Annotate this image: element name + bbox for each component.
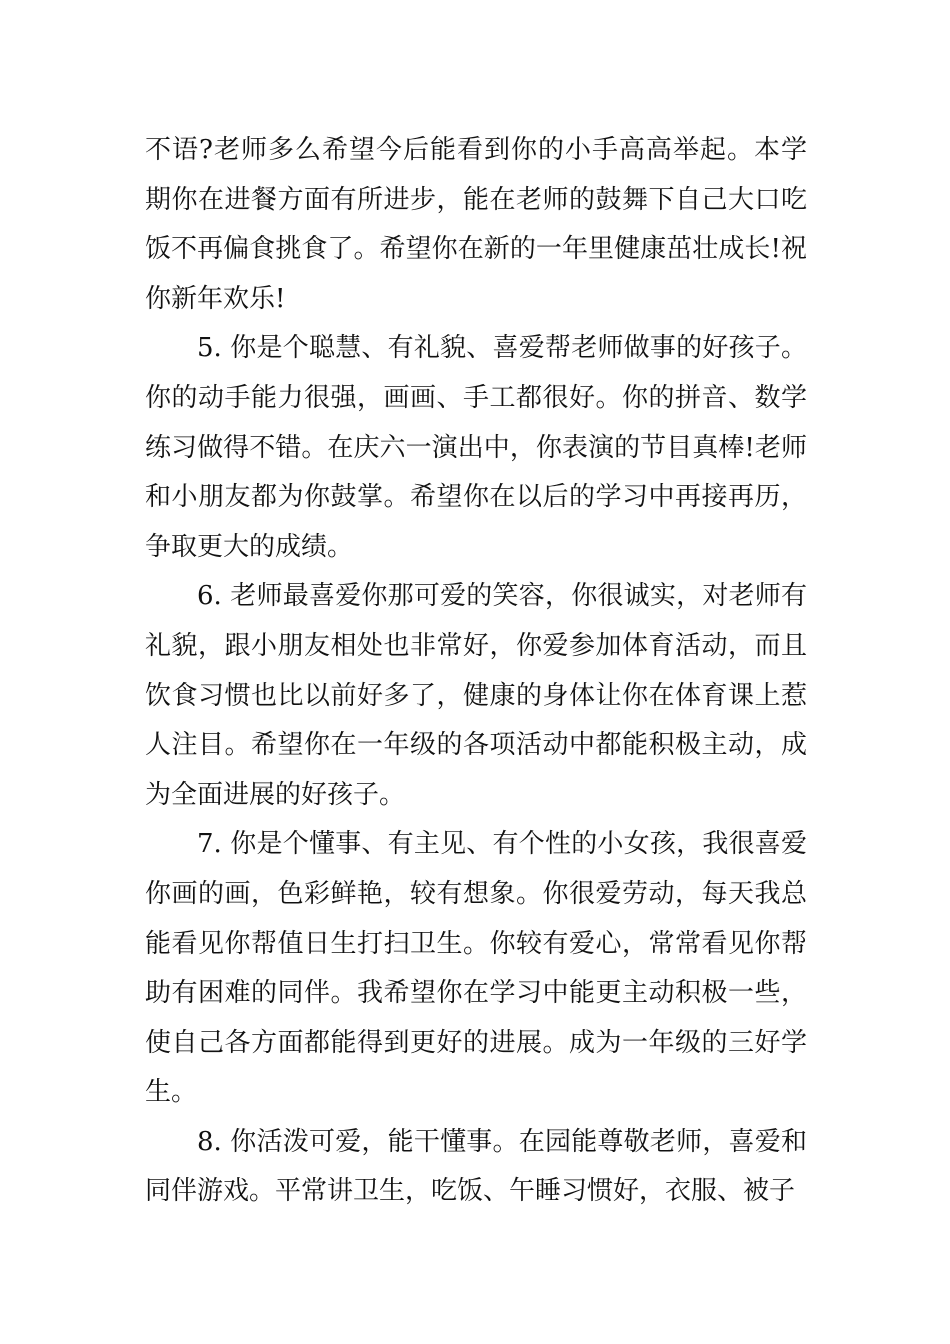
- paragraph-item-5: 5. 你是个聪慧、有礼貌、喜爱帮老师做事的好孩子。你的动手能力很强，画画、手工都很好。你的拼音、数学练习做得不错。在庆六一演出中，你表演的节目真棒!老师和小朋友都为你鼓掌。希望你在以后的学习中再接再历，争取更大的成绩。: [145, 333, 807, 562]
- document-body: [145, 126, 807, 1217]
- paragraph-item-7: 7. 你是个懂事、有主见、有个性的小女孩，我很喜爱你画的画，色彩鲜艳，较有想象。你很爱劳动，每天我总能看见你帮值日生打扫卫生。你较有爱心，常常看见你帮助有困难的同伴。我希望你在学习中能更主动积极一些，使自己各方面都能得到更好的进展。成为一年级的三好学生。: [145, 829, 807, 1108]
- paragraph-item-8: 8. 你活泼可爱，能干懂事。在园能尊敬老师，喜爱和同伴游戏。平常讲卫生，吃饭、午睡习惯好，衣服、被子: [145, 1126, 807, 1207]
- paragraph-item-6: 6. 老师最喜爱你那可爱的笑容，你很诚实，对老师有礼貌，跟小朋友相处也非常好，你爱参加体育活动，而且饮食习惯也比以前好多了，健康的身体让你在体育课上惹人注目。希望你在一年级的各项活动中都能积极主动，成为全面进展的好孩子。: [145, 581, 807, 810]
- paragraph-continuation: 不语?老师多么希望今后能看到你的小手高高举起。本学期你在进餐方面有所进步，能在老师的鼓舞下自己大口吃饭不再偏食挑食了。希望你在新的一年里健康茁壮成长!祝你新年欢乐!: [145, 135, 807, 314]
